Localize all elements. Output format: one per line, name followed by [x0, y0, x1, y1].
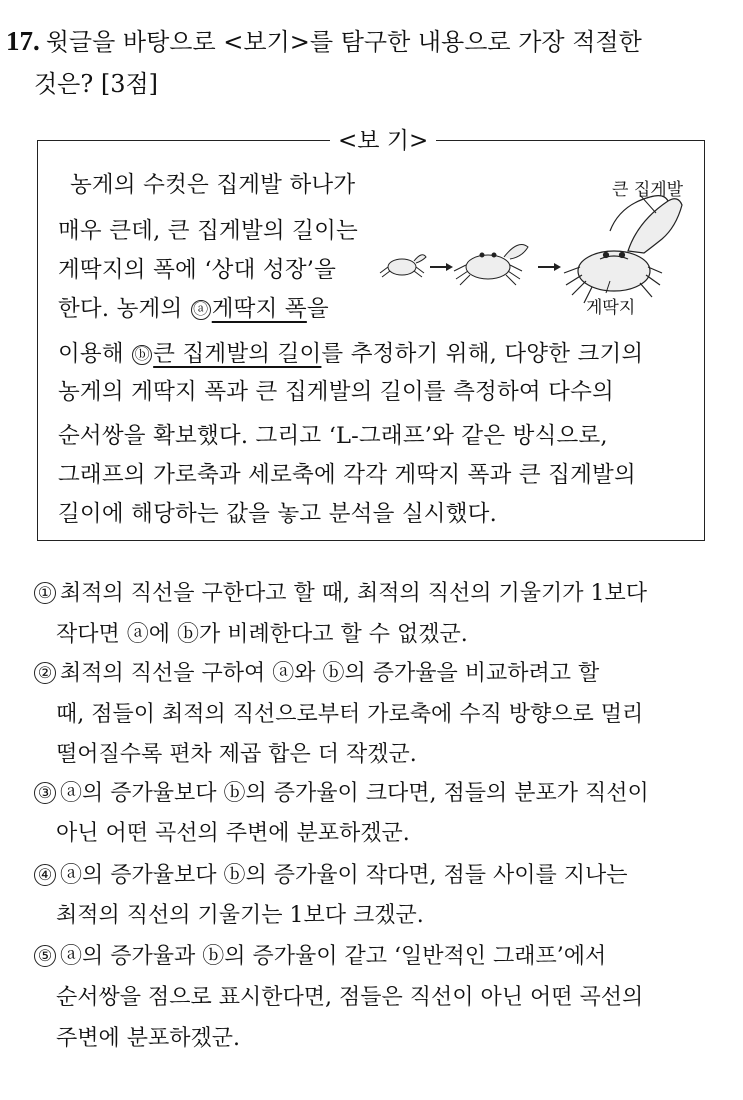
crab-illustration [378, 171, 698, 321]
bogi-line-5: 이용해 ⓑ 큰 집게발의 길이를 추정하기 위해, 다양한 크기의 [58, 341, 644, 367]
question-prompt-line1: 윗글을 바탕으로 <보기>를 탐구한 내용으로 가장 적절한 [45, 28, 642, 56]
bogi-box [37, 128, 705, 541]
arrow-head-icon [554, 263, 561, 271]
question-prompt-line2: 것은? [3점] [34, 70, 159, 98]
bogi-line-2: 매우 큰데, 큰 집게발의 길이는 [58, 218, 358, 244]
bogi-line-9: 길이에 해당하는 값을 놓고 분석을 실시했다. [58, 501, 497, 527]
term-a-underlined: 게딱지 폭 [211, 296, 307, 322]
term-b-underlined: 큰 집게발의 길이 [153, 341, 322, 367]
bogi-line-8: 그래프의 가로축과 세로축에 각각 게딱지 폭과 큰 집게발의 [58, 462, 636, 488]
marker-b: ⓑ [132, 345, 152, 365]
option-number: ⑤ [34, 945, 56, 967]
question-prompt [6, 18, 731, 65]
arrow-head-icon [446, 263, 453, 271]
large-crab-icon [564, 196, 682, 303]
claw-label: 큰 집게발 [612, 180, 684, 200]
option-number: ② [34, 662, 56, 684]
option-number: ① [34, 582, 56, 604]
option-number: ④ [34, 864, 56, 886]
marker-a: ⓐ [191, 300, 211, 320]
question-number: 17. [6, 26, 40, 56]
bogi-line-1: 농게의 수컷은 집게발 하나가 [70, 172, 356, 198]
bogi-line-3: 게딱지의 폭에 ‘상대 성장’을 [58, 257, 337, 283]
crab-growth-figure [378, 171, 698, 321]
shell-label: 게딱지 [586, 298, 636, 318]
bogi-line-6: 농게의 게딱지 폭과 큰 집게발의 길이를 측정하여 다수의 [58, 379, 614, 405]
option-number: ③ [34, 782, 56, 804]
bogi-line-7: 순서쌍을 확보했다. 그리고 ‘L-그래프’와 같은 방식으로, [58, 423, 608, 449]
medium-crab-icon [454, 245, 528, 285]
small-crab-icon [380, 255, 426, 277]
bogi-line-4: 한다. 농게의 ⓐ 게딱지 폭을 [58, 296, 329, 322]
bogi-title: <보 기> [330, 127, 436, 155]
